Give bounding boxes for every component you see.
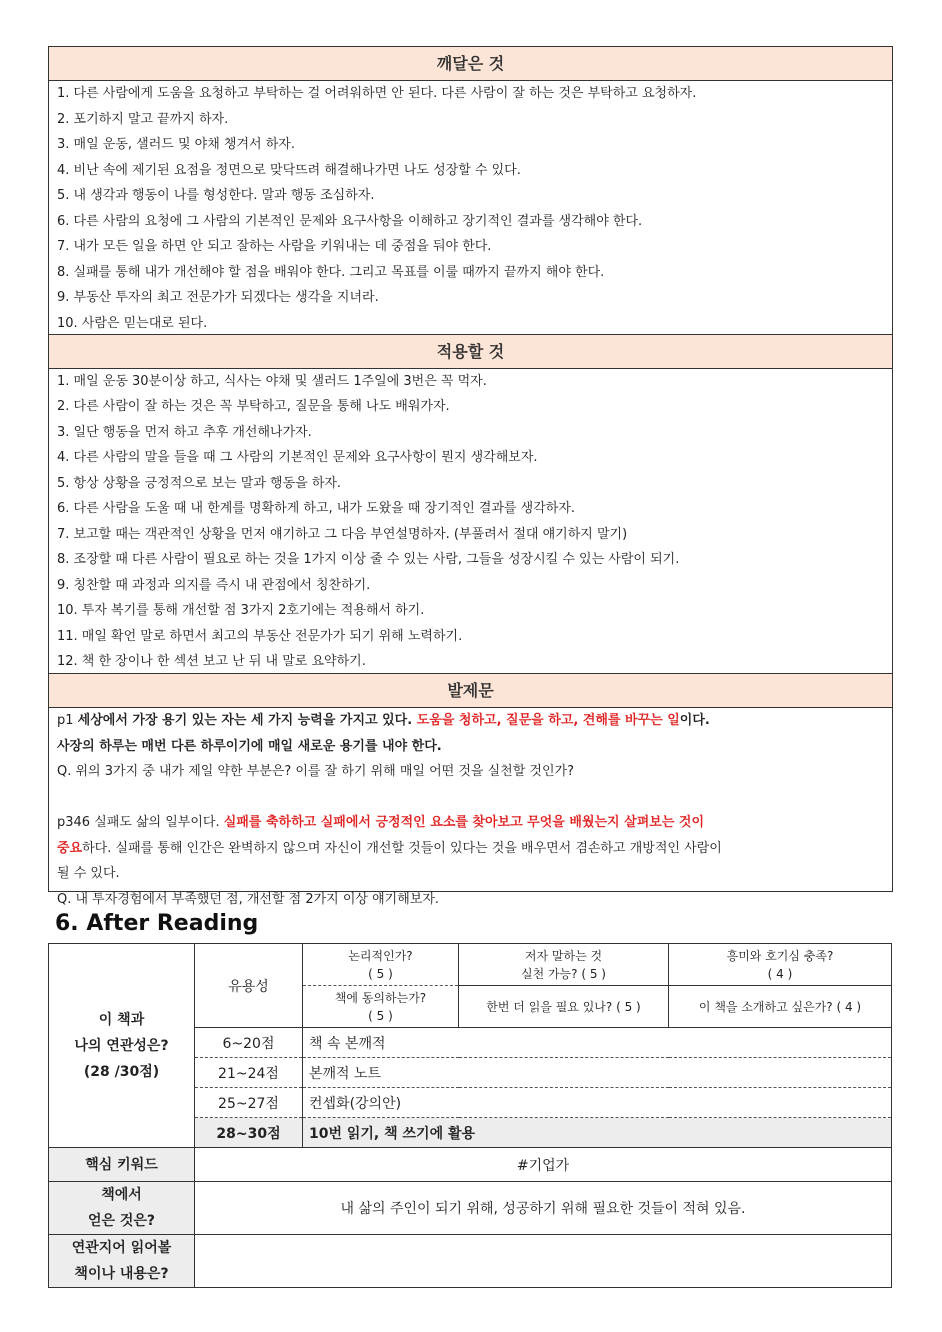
list-item: 11. 매일 확언 말로 하면서 최고의 부동산 전문가가 되기 위해 노력하기. xyxy=(57,628,463,644)
discussion-p1-line2: 사장의 하루는 매번 다른 하루이기에 매일 새로운 용기를 내야 한다. xyxy=(57,738,442,754)
keyword-label: 핵심 키워드 xyxy=(49,1148,195,1182)
tier-range: 6~20점 xyxy=(195,1028,303,1058)
list-item: 4. 비난 속에 제기된 요점을 정면으로 맞닥뜨려 해결해나가면 나도 성장할 수 있다. xyxy=(57,162,521,178)
realized-header: 깨달은 것 xyxy=(49,47,892,81)
gained-value: 내 삶의 주인이 되기 위해, 성공하기 위해 필요한 것들이 적혀 있음. xyxy=(195,1182,892,1235)
list-item: 2. 다른 사람이 잘 하는 것은 꼭 부탁하고, 질문을 통해 나도 배워가자. xyxy=(57,399,450,414)
recommend-cell: 이 책을 소개하고 싶은가? ( 4 ) xyxy=(669,986,892,1028)
relevance-label: 이 책과 나의 연관성은? (28 /30점) xyxy=(49,944,195,1148)
discussion-q1: Q. 위의 3가지 중 내가 제일 약한 부분은? 이를 잘 하기 위해 매일 어떤 것을 실천할 것인가? xyxy=(57,764,574,779)
usefulness-label: 유용성 xyxy=(195,944,303,1028)
list-item: 6. 다른 사람을 도울 때 내 한계를 명확하게 하고, 내가 도왔을 때 장기적인 결과를 생각하자. xyxy=(57,501,576,516)
list-item: 3. 매일 운동, 샐러드 및 야채 챙겨서 하자. xyxy=(57,137,295,152)
author-cell: 저자 말하는 것 실천 가능? ( 5 ) xyxy=(459,944,669,986)
list-item: 7. 내가 모든 일을 하면 안 되고 잘하는 사람을 키워내는 데 중점을 둬야 한다. xyxy=(57,239,492,254)
notes-box xyxy=(48,46,893,907)
discussion-q2: Q. 내 투자경험에서 부족했던 점, 개선할 점 2가지 이상 얘기해보자. xyxy=(57,891,440,907)
apply-header: 적용할 것 xyxy=(49,334,892,369)
tier-range: 25~27점 xyxy=(195,1088,303,1118)
list-item: 10. 사람은 믿는대로 된다. xyxy=(57,315,208,331)
discussion-p1: p1 세상에서 가장 용기 있는 자는 세 가지 능력을 가지고 있다. 도움을 청하고, 질문을 하고, 견해를 바꾸는 일이다. xyxy=(57,713,710,728)
after-reading-heading: 6. After Reading xyxy=(55,911,259,936)
list-item: 1. 매일 운동 30분이상 하고, 식사는 야채 및 샐러드 1주일에 3번은 꼭 먹자. xyxy=(57,373,487,389)
tier-desc: 책 속 본깨적 xyxy=(303,1028,892,1058)
list-item: 5. 항상 상황을 긍정적으로 보는 말과 행동을 하자. xyxy=(57,475,342,491)
realized-list xyxy=(49,81,892,334)
list-item: 6. 다른 사람의 요청에 그 사람의 기본적인 문제와 요구사항을 이해하고 장기적인 결과를 생각해야 한다. xyxy=(57,213,643,229)
logical-cell: 논리적인가? ( 5 ) xyxy=(303,944,459,986)
discussion-header: 발제문 xyxy=(49,673,892,708)
list-item: 3. 일단 행동을 먼저 하고 추후 개선해나가자. xyxy=(57,424,312,440)
list-item: 9. 칭찬할 때 과정과 의지를 즉시 내 관점에서 칭찬하기. xyxy=(57,577,371,593)
reread-cell: 한번 더 읽을 필요 있나? ( 5 ) xyxy=(459,986,669,1028)
list-item: 8. 조장할 때 다른 사람이 필요로 하는 것을 1가지 이상 줄 수 있는 사람, 그들을 성장시킬 수 있는 사람이 되기. xyxy=(57,552,680,567)
related-value xyxy=(195,1235,892,1288)
tier-desc: 컨셉화(강의안) xyxy=(303,1088,892,1118)
interest-cell: 흥미와 호기심 충족? ( 4 ) xyxy=(669,944,892,986)
agree-cell: 책에 동의하는가? ( 5 ) xyxy=(303,986,459,1028)
list-item: 4. 다른 사람의 말을 들을 때 그 사람의 기본적인 문제와 요구사항이 뭔지 생각해보자. xyxy=(57,450,538,465)
keyword-value: #기업가 xyxy=(195,1148,892,1182)
discussion-p346-line2: 중요하다. 실패를 통해 인간은 완벽하지 않으며 자신이 개선할 것들이 있다는 것을 배우면서 겸손하고 개방적인 사람이 xyxy=(57,840,722,856)
spacer xyxy=(57,785,884,811)
list-item: 5. 내 생각과 행동이 나를 형성한다. 말과 행동 조심하자. xyxy=(57,188,375,203)
related-label: 연관지어 읽어볼 책이나 내용은? xyxy=(49,1235,195,1288)
list-item: 8. 실패를 통해 내가 개선해야 할 점을 배워야 한다. 그리고 목표를 이룰 때까지 끝까지 해야 한다. xyxy=(57,264,605,280)
apply-list xyxy=(49,369,892,674)
gained-label: 책에서 얻은 것은? xyxy=(49,1182,195,1235)
discussion-p346: p346 실패도 삶의 일부이다. 실패를 축하하고 실패에서 긍정적인 요소를 찾아보고 무엇을 배웠는지 살펴보는 것이 xyxy=(57,815,705,830)
discussion-body xyxy=(49,708,892,912)
tier-desc: 본깨적 노트 xyxy=(303,1058,892,1088)
discussion-p346-line3: 될 수 있다. xyxy=(57,866,120,881)
list-item: 9. 부동산 투자의 최고 전문가가 되겠다는 생각을 지녀라. xyxy=(57,290,379,305)
tier-range: 21~24점 xyxy=(195,1058,303,1088)
tier-desc-selected: 10번 읽기, 책 쓰기에 활용 xyxy=(303,1118,892,1148)
list-item: 7. 보고할 때는 객관적인 상황을 먼저 얘기하고 그 다음 부연설명하자. (부풀려서 절대 얘기하지 말기) xyxy=(57,526,628,542)
list-item: 10. 투자 복기를 통해 개선할 점 3가지 2호기에는 적용해서 하기. xyxy=(57,603,425,618)
tier-range-selected: 28~30점 xyxy=(195,1118,303,1148)
after-reading-table xyxy=(48,943,892,1288)
list-item: 2. 포기하지 말고 끝까지 하자. xyxy=(57,111,229,127)
list-item: 1. 다른 사람에게 도움을 요청하고 부탁하는 걸 어려워하면 안 된다. 다른 사람이 잘 하는 것은 부탁하고 요청하자. xyxy=(57,86,697,101)
list-item: 12. 책 한 장이나 한 섹션 보고 난 뒤 내 말로 요약하기. xyxy=(57,654,366,669)
